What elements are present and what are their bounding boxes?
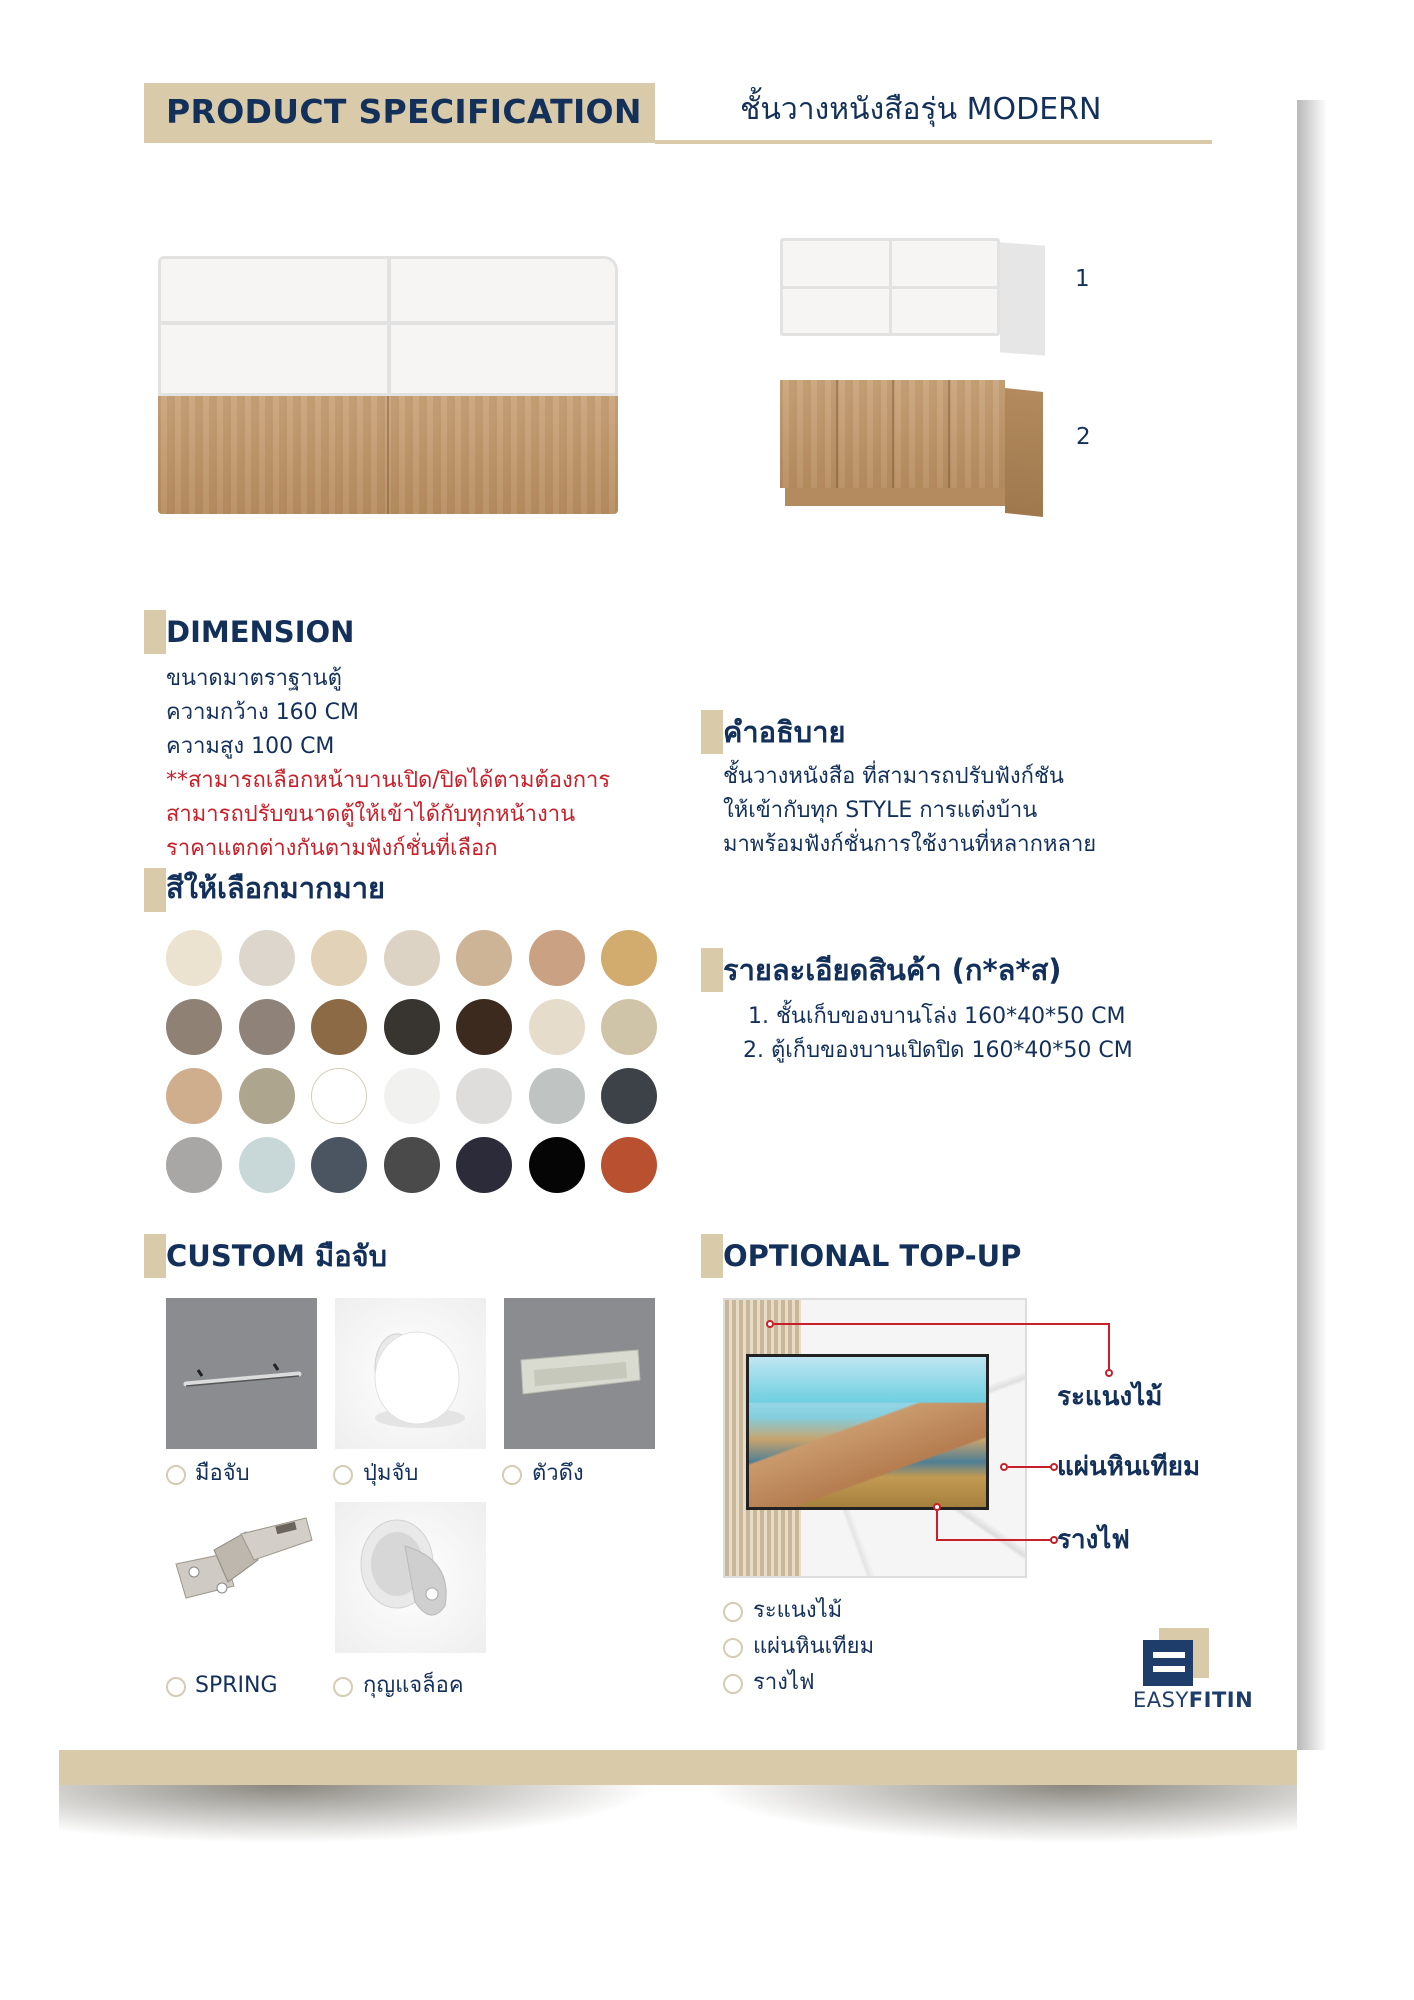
callout-light-rail: รางไฟ [1057,1525,1130,1555]
tv-screen [746,1354,989,1510]
topup-illustration [723,1298,1027,1578]
knob-image[interactable] [335,1298,486,1449]
dimension-note: **สามารถเลือกหน้าบานเปิด/ปิดได้ตามต้องการ [166,768,611,793]
color-swatch[interactable] [311,1068,367,1124]
section-marker [701,948,723,992]
recessed-pull-icon [504,1298,655,1449]
section-marker [144,868,166,912]
drawer-icon [1143,1640,1193,1686]
stone-option-label[interactable]: แผ่นหินเทียม [753,1634,875,1659]
details-item: 2. ตู้เก็บของบานเปิดปิด 160*40*50 CM [743,1038,1133,1063]
wood-slats-option-radio[interactable] [723,1602,743,1622]
brand-name-light: EASY [1133,1688,1189,1712]
color-swatch[interactable] [601,1068,657,1124]
color-swatch[interactable] [239,1068,295,1124]
knob-option-label[interactable]: ปุ่มจับ [363,1461,419,1486]
brand-logo [1133,1628,1253,1718]
knob-option-radio[interactable] [333,1465,353,1485]
part-label-2: 2 [1076,424,1091,450]
dimension-width: ความกว้าง 160 CM [166,700,360,725]
color-swatch[interactable] [166,1137,222,1193]
callout-dot [1000,1463,1008,1471]
section-marker [144,1234,166,1278]
knob-icon [335,1298,486,1449]
wood-slats-option-label[interactable]: ระแนงไม้ [753,1598,843,1623]
handle-option-label[interactable]: มือจับ [195,1461,250,1486]
footer-bar [59,1750,1297,1785]
description-heading: คำอธิบาย [723,715,846,749]
product-image-part-1 [780,238,1045,358]
color-swatch[interactable] [384,1137,440,1193]
optional-topup-heading: OPTIONAL TOP-UP [723,1239,1022,1273]
description-line: มาพร้อมฟังก์ชั่นการใช้งานที่หลากหลาย [723,832,1097,857]
callout-wood-slats: ระแนงไม้ [1057,1382,1163,1412]
color-swatch[interactable] [311,1137,367,1193]
section-marker [701,710,723,754]
color-swatch[interactable] [384,999,440,1055]
pull-option-radio[interactable] [502,1465,522,1485]
color-swatch[interactable] [166,1068,222,1124]
product-image-assembled [158,256,618,516]
bar-handle-image[interactable] [166,1298,317,1449]
handle-option-radio[interactable] [166,1465,186,1485]
details-heading: รายละเอียดสินค้า (ก*ล*ส) [723,953,1062,987]
stone-option-radio[interactable] [723,1638,743,1658]
color-swatch[interactable] [601,999,657,1055]
dimension-note: สามารถปรับขนาดตู้ให้เข้าได้กับทุกหน้างาน [166,802,576,827]
color-swatch[interactable] [601,930,657,986]
page-shadow [1297,100,1327,1750]
color-swatch[interactable] [456,1068,512,1124]
recessed-pull-image[interactable] [504,1298,655,1449]
dimension-line: ขนาดมาตราฐานตู้ [166,666,342,691]
product-name: ชั้นวางหนังสือรุ่น MODERN [740,92,1102,127]
callout-stone: แผ่นหินเทียม [1057,1452,1201,1482]
hinge-icon [166,1502,317,1642]
brand-name-bold: FITIN [1188,1688,1254,1712]
callout-dot [766,1320,774,1328]
color-swatch[interactable] [166,999,222,1055]
color-swatch[interactable] [456,930,512,986]
color-swatch[interactable] [529,930,585,986]
color-swatch[interactable] [529,1137,585,1193]
custom-handles-heading: CUSTOM มือจับ [166,1239,388,1273]
spring-option-label[interactable]: SPRING [195,1673,278,1698]
dimension-note: ราคาแตกต่างกันตามฟังก์ชั่นที่เลือก [166,836,498,861]
pull-option-label[interactable]: ตัวดึง [532,1461,584,1486]
color-swatch[interactable] [311,930,367,986]
key-lock-option-label[interactable]: กุญแจล็อค [363,1673,464,1698]
color-swatch[interactable] [529,999,585,1055]
light-rail-option-radio[interactable] [723,1674,743,1694]
color-swatch[interactable] [384,1068,440,1124]
header-divider [655,140,1212,144]
product-image-part-2 [780,372,1045,522]
callout-dot [933,1503,941,1511]
colors-heading: สีให้เลือกมากมาย [166,871,385,905]
open-shelf-render [158,256,618,396]
dimension-heading: DIMENSION [166,615,355,649]
color-swatch[interactable] [239,930,295,986]
hinge-image[interactable] [166,1502,317,1653]
color-swatch[interactable] [456,1137,512,1193]
spring-option-radio[interactable] [166,1677,186,1697]
page-title: PRODUCT SPECIFICATION [166,92,642,131]
color-swatch[interactable] [384,930,440,986]
description-line: ชั้นวางหนังสือ ที่สามารถปรับฟังก์ชัน [723,764,1064,789]
light-rail-option-label[interactable]: รางไฟ [753,1670,815,1695]
section-marker [144,610,166,654]
color-swatch[interactable] [166,930,222,986]
color-swatch[interactable] [456,999,512,1055]
key-lock-icon [335,1502,486,1642]
callout-dot [1105,1369,1113,1377]
section-marker [701,1234,723,1278]
bar-handle-icon [166,1298,317,1449]
description-line: ให้เข้ากับทุก STYLE การแต่งบ้าน [723,798,1038,823]
cabinet-render [158,396,618,514]
details-item: 1. ชั้นเก็บของบานโล่ง 160*40*50 CM [748,1004,1126,1029]
color-swatch[interactable] [601,1137,657,1193]
key-lock-image[interactable] [335,1502,486,1653]
key-lock-option-radio[interactable] [333,1677,353,1697]
brand-name [1133,1688,1253,1712]
color-swatch[interactable] [311,999,367,1055]
color-swatch[interactable] [239,999,295,1055]
dimension-height: ความสูง 100 CM [166,734,335,759]
color-swatch[interactable] [239,1137,295,1193]
part-label-1: 1 [1075,266,1090,292]
color-swatch[interactable] [529,1068,585,1124]
page-shadow-bottom [59,1785,1297,1895]
